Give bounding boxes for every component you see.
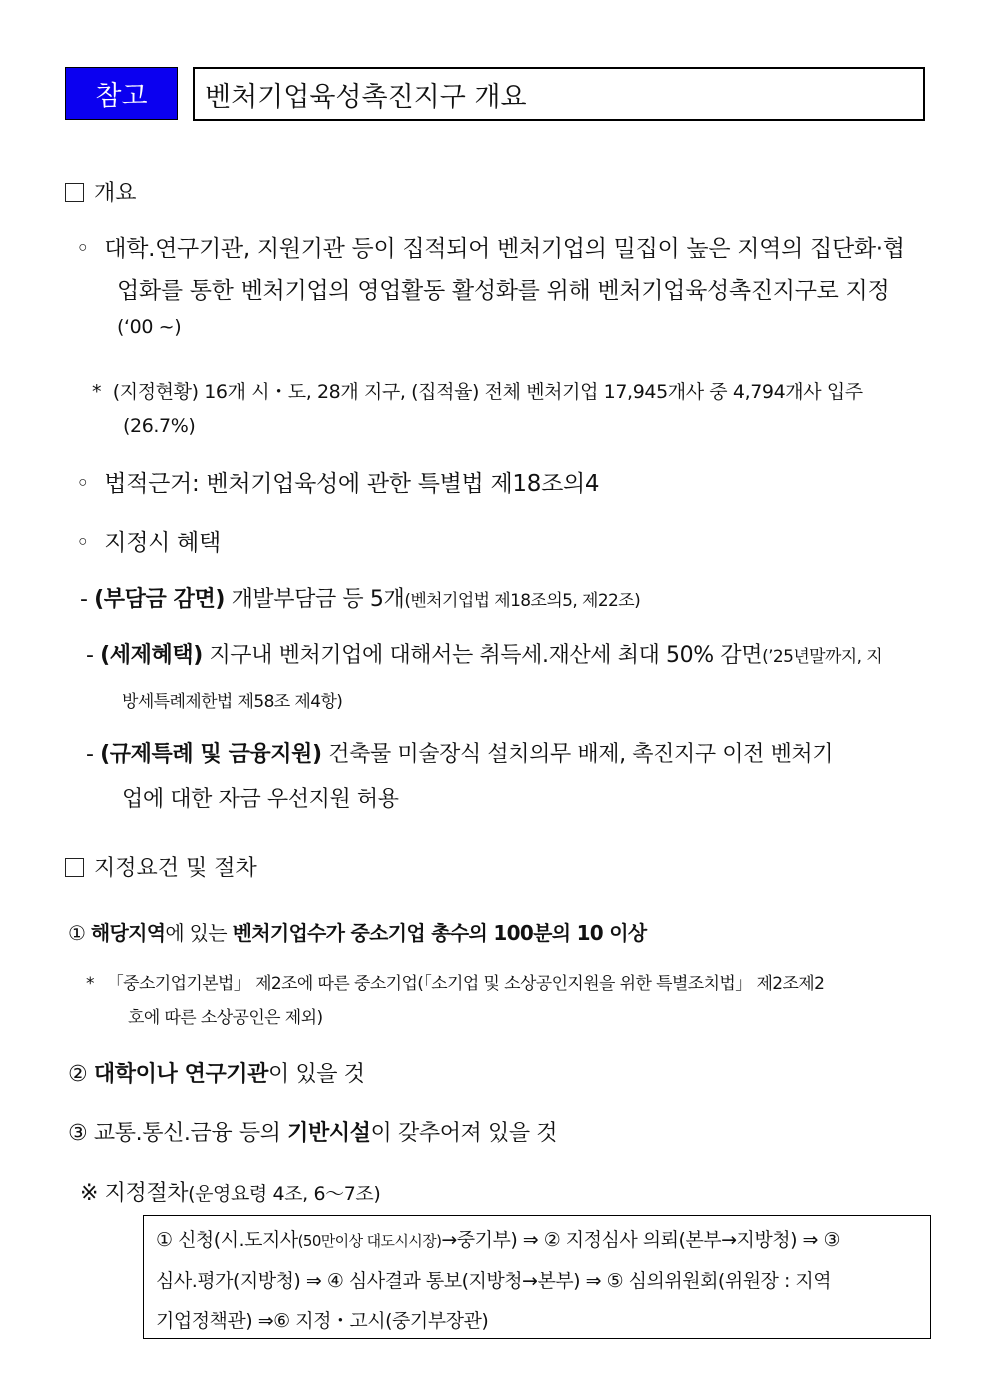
requirement-3: ③ 교통.통신.금융 등의 기반시설이 갖추어져 있을 것: [68, 1121, 558, 1146]
reference-tag: 참고: [65, 67, 178, 120]
benefit-1: - (부담금 감면) 개발부담금 등 5개(벤처기업법 제18조의5, 제22조): [80, 587, 641, 612]
procedure-box: [143, 1215, 931, 1339]
circle-bullet-icon: ◦: [76, 530, 90, 556]
status-note: * (지정현황) 16개 시・도, 28개 지구, (집적율) 전체 벤처기업 17,945개사 중 4,794개사 입주: [92, 381, 863, 403]
overview-item-1-line3: (‘00 ~): [117, 316, 182, 338]
status-note-line2: (26.7%): [123, 415, 196, 437]
benefit-2: - (세제혜택) 지구내 벤처기업에 대해서는 취득세.재산세 최대 50% 감면(’25년말까지, 지: [86, 643, 883, 668]
requirement-1-note-line2: 호에 따른 소상공인은 제외): [128, 1008, 323, 1028]
page-title: 벤처기업육성촉진지구 개요: [205, 81, 527, 113]
checkbox-square-icon: [65, 858, 84, 877]
procedure-heading: ※ 지정절차(운영요령 4조, 6～7조): [80, 1181, 381, 1206]
overview-item-1: ◦ 대학.연구기관, 지원기관 등이 집적되어 벤처기업의 밀집이 높은 지역의 집단화·협: [76, 236, 905, 262]
section-heading-overview: 개요: [65, 176, 137, 207]
benefits-heading: ◦ 지정시 혜택: [76, 530, 221, 556]
circle-bullet-icon: ◦: [76, 471, 90, 497]
section-heading-requirements: 지정요건 및 절차: [65, 851, 257, 882]
checkbox-square-icon: [65, 183, 84, 202]
benefit-3: - (규제특례 및 금융지원) 건축물 미술장식 설치의무 배제, 촉진지구 이전 벤처기: [86, 742, 834, 767]
benefit-3-line2: 업에 대한 자금 우선지원 허용: [122, 787, 399, 812]
requirement-2: ② 대학이나 연구기관이 있을 것: [68, 1062, 365, 1087]
requirement-1-note: * 「중소기업기본법」 제2조에 따른 중소기업(「소기업 및 소상공인지원을 위한 특별조치법」 제2조제2: [86, 974, 825, 994]
requirement-1: ① 해당지역에 있는 벤처기업수가 중소기업 총수의 100분의 10 이상: [68, 921, 647, 945]
procedure-line-3: 기업정책관) ⇒⑥ 지정・고시(중기부장관): [156, 1310, 489, 1332]
circle-bullet-icon: ◦: [76, 236, 90, 262]
legal-basis: ◦ 법적근거: 벤처기업육성에 관한 특별법 제18조의4: [76, 471, 600, 497]
benefit-2-line2: 방세특례제한법 제58조 제4항): [122, 692, 343, 712]
overview-item-1-line2: 업화를 통한 벤처기업의 영업활동 활성화를 위해 벤처기업육성촉진지구로 지정: [117, 278, 890, 304]
procedure-line-1: ① 신청(시.도지사(50만이상 대도시시장)→중기부) ⇒ ② 지정심사 의뢰(본부→지방청) ⇒ ③: [156, 1229, 841, 1251]
asterisk-mark: *: [86, 974, 94, 994]
page-title-box: [193, 67, 925, 121]
reference-mark: ※: [80, 1181, 99, 1206]
asterisk-mark: *: [92, 381, 102, 403]
procedure-line-2: 심사.평가(지방청) ⇒ ④ 심사결과 통보(지방청→본부) ⇒ ⑤ 심의위원회(위원장 : 지역: [156, 1270, 832, 1292]
